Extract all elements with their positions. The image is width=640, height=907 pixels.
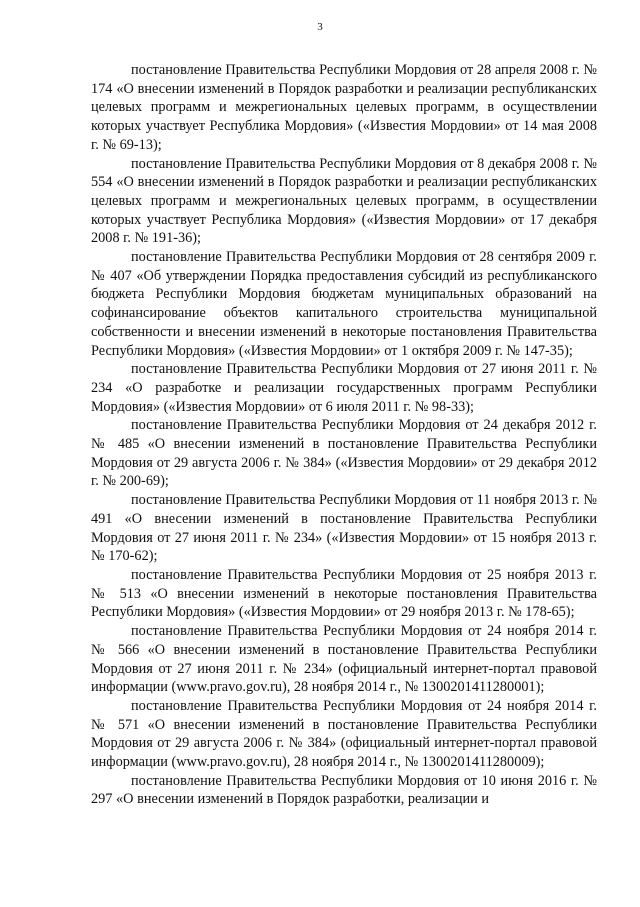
list-item: постановление Правительства Республики Мордовия от 24 ноября 2014 г. № 566 «О внесении изменений в постановление Правительства Республики Мордовия от 27 июня 2011 г. № 234» (официальный интернет-портал правовой информации (www.pravo.gov.ru), 28 ноября 2014 г., № 1300201411280001); [91,623,597,696]
list-item: постановление Правительства Республики Мордовия от 24 декабря 2012 г. № 485 «О внесении изменений в постановление Правительства Республики Мордовия от 29 августа 2006 г. № 384» («Известия Мордовии» от 29 декабря 2012 г. № 200-69); [91,417,597,490]
document-body [91,61,597,809]
list-item: постановление Правительства Республики Мордовия от 10 июня 2016 г. № 297 «О внесении изменений в Порядок разработки, реализации и [91,772,597,808]
list-item: постановление Правительства Республики Мордовия от 27 июня 2011 г. № 234 «О разработке и реализации государственных программ Республики Мордовия» («Известия Мордовии» от 6 июля 2011 г. № 98-33); [91,361,597,415]
list-item: постановление Правительства Республики Мордовия от 11 ноября 2013 г. № 491 «О внесении изменений в постановление Правительства Республики Мордовия от 27 июня 2011 г. № 234» («Известия Мордовии» от 15 ноября 2013 г. № 170-62); [91,492,597,565]
list-item: постановление Правительства Республики Мордовия от 28 сентября 2009 г. № 407 «Об утверждении Порядка предоставления субсидий из республиканского бюджета Республики Мордовия бюджетам муниципальных образований на софинансирование объектов капитального строительства муниципальной собственности и внесении изменений в некоторые постановления Правительства Республики Мордовия» («Известия Мордовии» от 1 октября 2009 г. № 147-35); [91,249,597,359]
list-item: постановление Правительства Республики Мордовия от 8 декабря 2008 г. № 554 «О внесении изменений в Порядок разработки и реализации республиканских целевых программ и межрегиональных целевых программ, в осуществлении которых участвует Республика Мордовия» («Известия Мордовии» от 17 декабря 2008 г. № 191-36); [91,155,597,247]
list-item: постановление Правительства Республики Мордовия от 25 ноября 2013 г. № 513 «О внесении изменений в некоторые постановления Правительства Республики Мордовия» («Известия Мордовии» от 29 ноября 2013 г. № 178-65); [91,566,597,621]
list-item: постановление Правительства Республики Мордовия от 28 апреля 2008 г. № 174 «О внесении изменений в Порядок разработки и реализации республиканских целевых программ и межрегиональных целевых программ, в осуществлении которых участвует Республика Мордовия» («Известия Мордовии» от 14 мая 2008 г. № 69-13); [91,62,597,153]
page-number: 3 [317,21,323,33]
list-item: постановление Правительства Республики Мордовия от 24 ноября 2014 г. № 571 «О внесении изменений в постановление Правительства Республики Мордовия от 29 августа 2006 г. № 384» (официальный интернет-портал правовой информации (www.pravo.gov.ru), 28 ноября 2014 г., № 1300201411280009); [91,697,597,771]
